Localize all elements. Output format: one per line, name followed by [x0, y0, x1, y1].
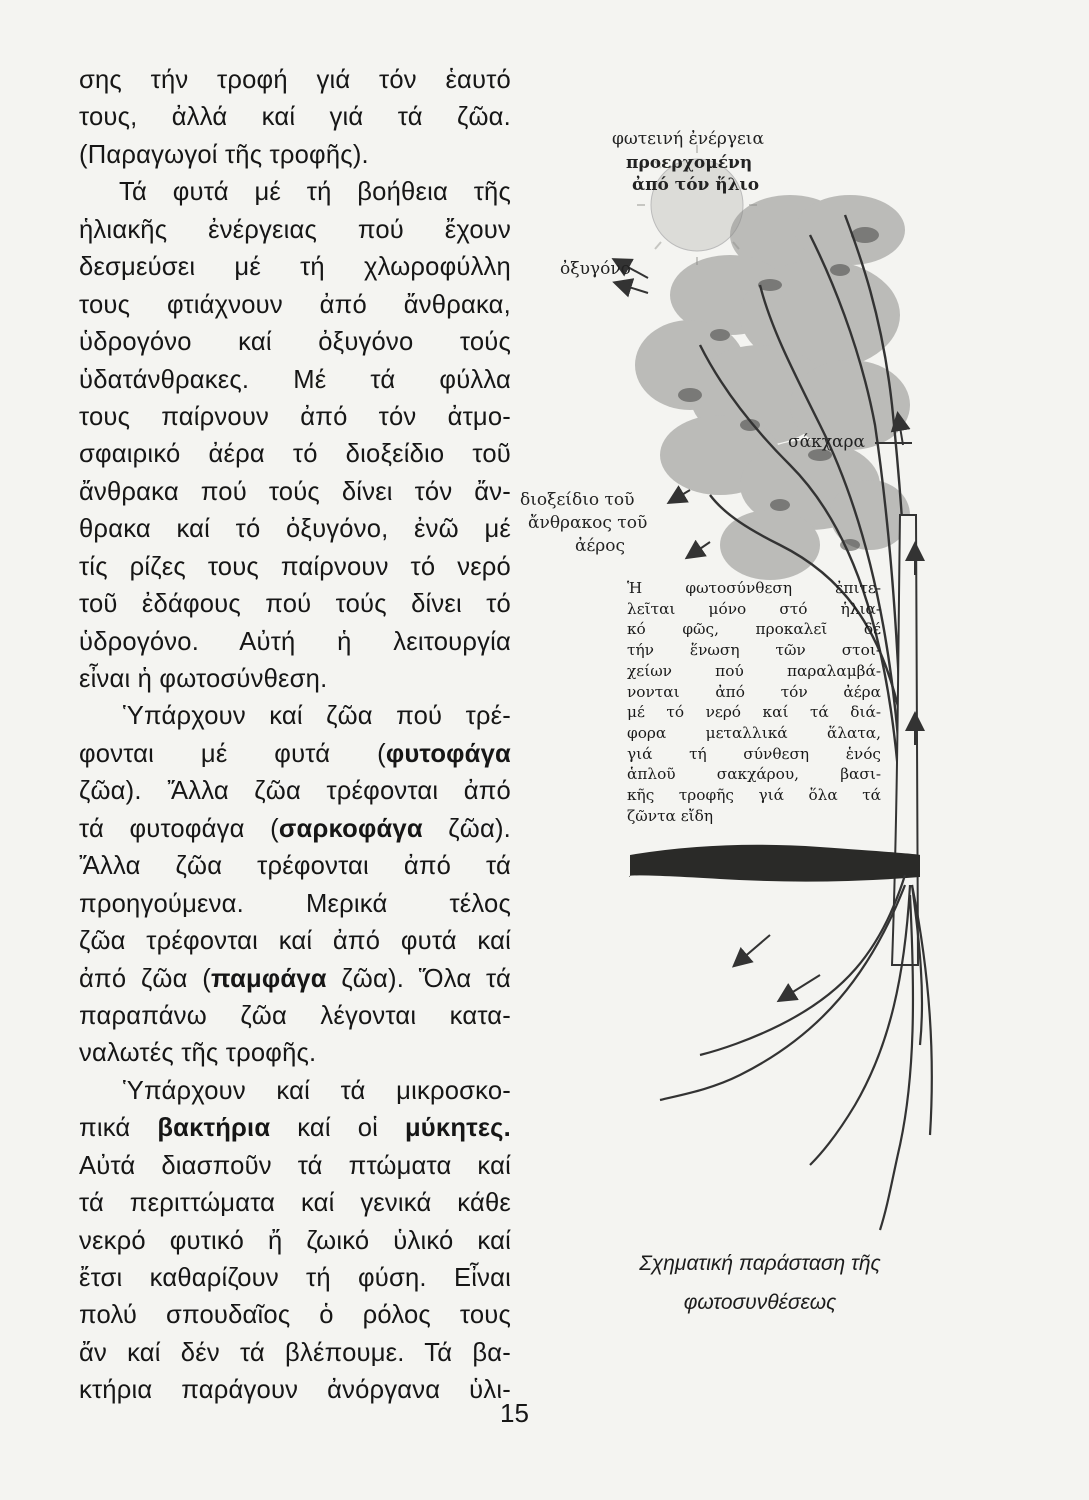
label-energy-line1: φωτεινή ἐνέργεια	[612, 129, 764, 149]
text-line: ὑδρογόνο καί ὀξυγόνο τούς	[79, 328, 511, 357]
term-herbivores: φυτοφάγα	[385, 739, 511, 768]
term-carnivores: σαρκοφάγα	[278, 814, 423, 843]
text-line: ἄνθρακα πού τούς δίνει τόν ἄν-	[79, 477, 511, 506]
label-oxygen: ὀξυγόνο	[560, 259, 631, 279]
text-line: ὑδρογόνο. Αὐτή ἡ λειτουργία	[79, 627, 511, 656]
body-text-column	[79, 62, 511, 1410]
text-line: σης τήν τροφή γιά τόν ἑαυτό	[79, 66, 511, 94]
text-line: τά περιττώματα καί γενικά κάθε	[79, 1189, 511, 1218]
note-line: ζῶντα εἴδη	[627, 806, 714, 825]
note-line: κό φῶς, προκαλεῖ δέ	[627, 620, 881, 639]
text-line: ἡλιακῆς ἐνέργειας πού ἔχουν	[79, 215, 511, 244]
text-run: τά φυτοφάγα (	[79, 814, 279, 843]
label-co2-line1: διοξείδιο τοῦ	[520, 490, 635, 510]
text-line: τοῦ ἐδάφους πού τούς δίνει τό	[79, 590, 511, 619]
text-line	[79, 1110, 511, 1147]
text-line: Αὐτά διασποῦν τά πτώματα καί	[79, 1151, 511, 1180]
note-line: Ἡ φωτοσύνθεση ἐπιτε-	[627, 579, 881, 597]
text-line: τους, ἀλλά καί γιά τά ζῶα.	[79, 103, 511, 132]
photosynthesis-note	[627, 578, 881, 826]
note-line: γιά τή σύνθεση ἑνός	[627, 744, 881, 763]
text-line: τίς ρίζες τους παίρνουν τό νερό	[79, 552, 511, 581]
term-omnivores: παμφάγα	[210, 964, 327, 993]
text-run: ζῶα). Ὅλα τά	[326, 964, 511, 993]
text-line	[79, 736, 511, 773]
caption-line: φωτοσυνθέσεως	[683, 1291, 837, 1314]
text-line: Ὑπάρχουν καί τά μικροσκο-	[123, 1076, 511, 1105]
text-line: τους παίρνουν ἀπό τόν ἀτμο-	[79, 402, 511, 431]
note-line: λεῖται μόνο στό ἡλια-	[627, 599, 881, 618]
text-line: ἄν καί δέν τά βλέπουμε. Τά βα-	[79, 1338, 511, 1367]
text-line: πολύ σπουδαῖος ὁ ρόλος τους	[79, 1301, 511, 1330]
text-line	[79, 811, 511, 848]
text-line: τους φτιάχνουν ἀπό ἄνθρακα,	[79, 290, 511, 319]
text-run: φονται μέ φυτά (	[79, 739, 386, 768]
term-bacteria: βακτήρια	[157, 1114, 271, 1143]
note-line: νονται ἀπό τόν ἀέρα	[627, 682, 881, 701]
label-co2-line2: ἄνθρακος τοῦ	[528, 513, 648, 533]
text-line: Ὑπάρχουν καί ζῶα πού τρέ-	[123, 702, 511, 731]
label-energy-line3: ἀπό τόν ἥλιο	[632, 175, 760, 195]
figure-caption	[590, 1244, 930, 1322]
text-line: ζῶα). Ἄλλα ζῶα τρέφονται ἀπό	[79, 777, 511, 806]
roots	[660, 875, 932, 1230]
text-line: ὑδατάνθρακες. Μέ τά φύλλα	[79, 365, 511, 394]
text-line	[79, 961, 511, 998]
text-line: Τά φυτά μέ τή βοήθεια τῆς	[119, 178, 511, 207]
label-energy-line2: προερχομένη	[626, 153, 753, 173]
foliage	[635, 195, 910, 580]
text-line: εἶναι ἡ φωτοσύνθεση.	[79, 665, 328, 693]
caption-line: Σχηματική παράσταση τῆς	[639, 1252, 881, 1275]
text-line: ζῶα τρέφονται καί ἀπό φυτά καί	[79, 927, 511, 956]
text-line: σφαιρικό ἀέρα τό διοξείδιο τοῦ	[79, 440, 511, 469]
page-number: 15	[500, 1398, 529, 1428]
text-line: ἔτσι καθαρίζουν τή φύση. Εἶναι	[79, 1264, 511, 1292]
note-line: φορα μεταλλικά ἅλατα,	[627, 723, 881, 742]
ground	[629, 845, 920, 882]
text-line: παραπάνω ζῶα λέγονται κατα-	[79, 1001, 511, 1030]
text-line: δεσμεύσει μέ τή χλωροφύλλη	[79, 253, 511, 282]
text-line: προηγούμενα. Μερικά τέλος	[79, 889, 511, 918]
text-line: Ἄλλα ζῶα τρέφονται ἀπό τά	[79, 852, 511, 881]
label-co2-line3: ἀέρος	[575, 536, 626, 556]
text-line: κτήρια παράγουν ἀνόργανα ὑλι-	[79, 1376, 511, 1405]
text-run: ζῶα).	[422, 814, 511, 843]
text-run: ἀπό ζῶα (	[79, 964, 211, 993]
text-run: πικά	[79, 1114, 158, 1143]
note-line: ἁπλοῦ σακχάρου, βασι-	[627, 765, 881, 784]
note-line: τήν ἕνωση τῶν στοι-	[627, 641, 881, 660]
text-line: νεκρό φυτικό ἤ ζωικό ὑλικό καί	[79, 1226, 511, 1255]
term-fungi: μύκητες.	[404, 1114, 511, 1143]
text-line: ναλωτές τῆς τροφῆς.	[79, 1039, 317, 1068]
label-sugars: σάκχαρα	[788, 432, 865, 452]
text-run: καί οἱ	[270, 1114, 405, 1143]
note-line: χείων πού παραλαμβά-	[627, 661, 881, 680]
text-line: θρακα καί τό ὀξυγόνο, ἐνῶ μέ	[79, 515, 511, 544]
text-line: (Παραγωγοί τῆς τροφῆς).	[79, 140, 369, 169]
note-line: μέ τό νερό καί τά διά-	[627, 703, 881, 722]
note-line: κῆς τροφῆς γιά ὅλα τά	[627, 786, 881, 805]
